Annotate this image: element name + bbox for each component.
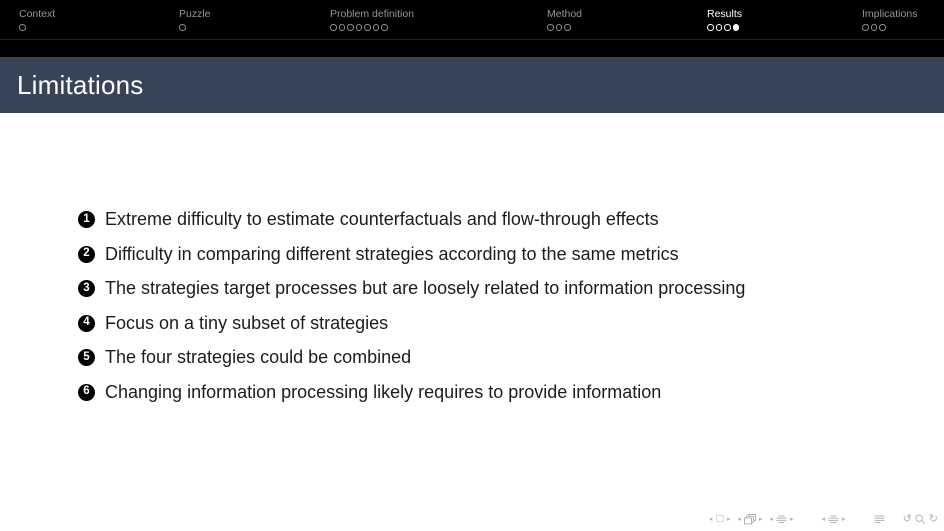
slide-dot[interactable] [330, 24, 337, 31]
item-number-badge: 1 [78, 211, 95, 228]
top-navigation-bar [0, 0, 944, 40]
slide-dots [19, 24, 55, 31]
slide-dot[interactable] [724, 24, 731, 31]
slide-nav-group [709, 513, 731, 525]
prev-slide-icon[interactable]: ◂ [708, 515, 713, 523]
frames-icon[interactable] [744, 514, 756, 525]
nav-section-label: Problem definition [330, 8, 415, 20]
frame-title: Limitations [17, 69, 144, 100]
slide-dots [179, 24, 211, 31]
item-number-badge: 4 [78, 315, 95, 332]
item-text: The strategies target processes but are loosely related to information processing [105, 278, 746, 298]
forward-icon[interactable]: ↻ [928, 512, 938, 525]
document-lines-icon[interactable] [874, 515, 885, 524]
slide-icon[interactable]: □ [715, 514, 724, 524]
item-text: Changing information processing likely requires to provide information [105, 381, 662, 402]
beamer-navigation-bar [702, 513, 938, 525]
section-nav-group [822, 513, 846, 525]
slide-dots [547, 24, 582, 31]
slide-dot[interactable] [716, 24, 723, 31]
prev-subsection-icon[interactable]: ◂ [769, 515, 774, 523]
slide-dot[interactable] [547, 24, 554, 31]
item-text: Focus on a tiny subset of strategies [105, 312, 389, 333]
topbar-spacer [0, 40, 944, 57]
limitations-list [78, 209, 888, 416]
item-text: Extreme difficulty to estimate counterfactuals and flow-through effects [105, 209, 659, 229]
item-number-badge: 6 [78, 384, 95, 401]
nav-section-problem-definition[interactable] [330, 8, 414, 31]
list-item [78, 382, 888, 404]
next-subsection-icon[interactable]: ▸ [790, 515, 794, 523]
slide-dots [330, 24, 414, 31]
next-frame-icon[interactable]: ▸ [758, 515, 763, 523]
slide-dot[interactable] [707, 24, 714, 31]
nav-section-label: Implications [862, 8, 918, 20]
slide-dot[interactable] [373, 24, 380, 31]
slide-dot[interactable] [356, 24, 363, 31]
slide-dots [707, 24, 742, 31]
slide-dot[interactable] [179, 24, 186, 31]
frame-nav-group [737, 513, 762, 525]
slide-dot[interactable] [347, 24, 354, 31]
slide-dot[interactable] [364, 24, 371, 31]
slide-dot[interactable] [564, 24, 571, 31]
slide-dot[interactable] [871, 24, 878, 31]
slide-dot[interactable] [733, 24, 740, 31]
nav-section-label: Context [19, 8, 56, 20]
slide-dot[interactable] [339, 24, 346, 31]
presentation-doc-group [874, 515, 885, 524]
prev-frame-icon[interactable]: ◂ [737, 515, 741, 523]
slide-dot[interactable] [879, 24, 886, 31]
nav-section-method[interactable] [547, 8, 582, 31]
slide-dot[interactable] [381, 24, 388, 31]
item-number-badge: 2 [78, 246, 95, 263]
nav-section-label: Method [547, 8, 583, 20]
slide-dot[interactable] [19, 24, 26, 31]
nav-section-label: Results [707, 8, 743, 20]
back-icon[interactable]: ↺ [902, 512, 912, 525]
list-item [78, 209, 888, 231]
list-item [78, 244, 888, 266]
next-section-icon[interactable]: ▸ [842, 515, 846, 523]
list-item [78, 278, 888, 300]
slide-dot[interactable] [862, 24, 869, 31]
list-item [78, 313, 888, 335]
nav-section-label: Puzzle [179, 8, 211, 20]
slide-dots [862, 24, 917, 31]
section-lines-icon[interactable] [828, 515, 839, 524]
item-number-badge: 5 [78, 349, 95, 366]
history-search-group [903, 513, 938, 525]
nav-section-context[interactable] [19, 8, 55, 31]
nav-section-results[interactable] [707, 8, 742, 31]
item-text: Difficulty in comparing different strategies according to the same metrics [105, 243, 679, 264]
subsection-lines-icon[interactable] [776, 515, 787, 524]
item-text: The four strategies could be combined [105, 347, 412, 367]
slide-dot[interactable] [556, 24, 563, 31]
nav-section-implications[interactable] [862, 8, 917, 31]
list-item [78, 347, 888, 369]
frame-title-bar [0, 57, 944, 113]
nav-section-puzzle[interactable] [179, 8, 211, 31]
subsection-nav-group [770, 513, 794, 525]
prev-section-icon[interactable]: ◂ [821, 515, 826, 523]
next-slide-icon[interactable]: ▸ [726, 515, 731, 523]
item-number-badge: 3 [78, 280, 95, 297]
search-icon[interactable] [915, 514, 926, 525]
